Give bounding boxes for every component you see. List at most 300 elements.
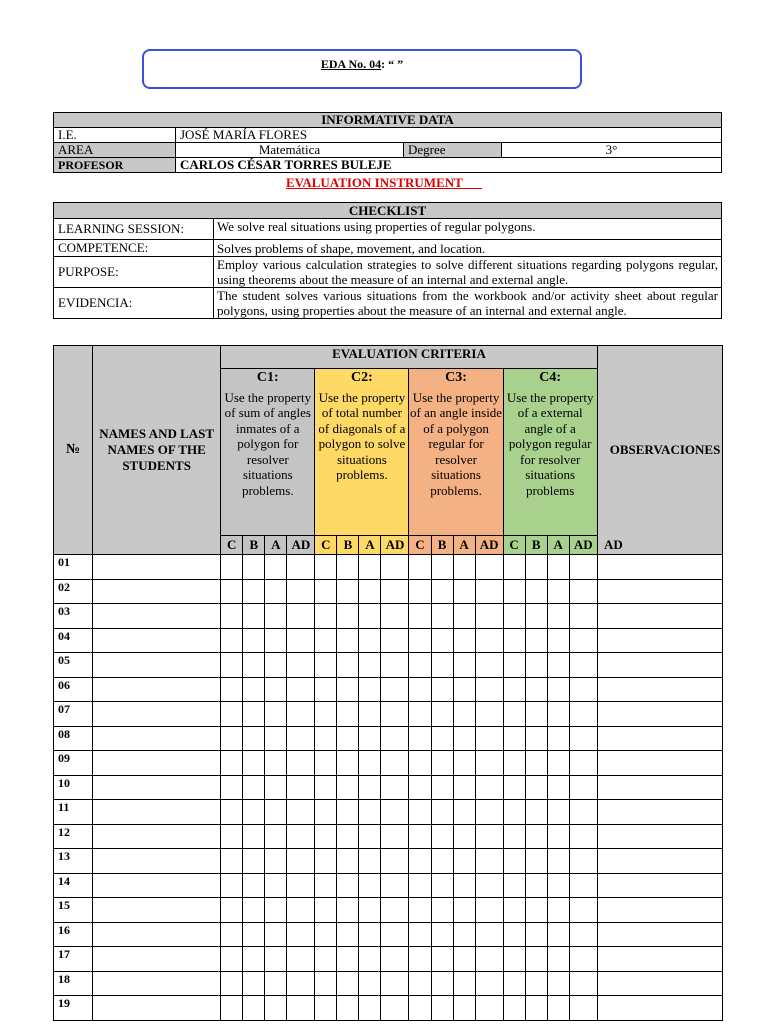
grade-cell[interactable] — [287, 996, 315, 1021]
grade-cell[interactable] — [525, 873, 547, 898]
grade-cell[interactable] — [381, 604, 409, 629]
grade-cell[interactable] — [337, 947, 359, 972]
grade-cell[interactable] — [265, 579, 287, 604]
grade-cell[interactable] — [221, 849, 243, 874]
grade-cell[interactable] — [243, 653, 265, 678]
grade-cell[interactable] — [409, 628, 431, 653]
grade-cell[interactable] — [475, 849, 503, 874]
grade-cell[interactable] — [221, 775, 243, 800]
grade-cell[interactable] — [431, 824, 453, 849]
grade-cell[interactable] — [265, 947, 287, 972]
grade-cell[interactable] — [503, 579, 525, 604]
grade-cell[interactable] — [547, 971, 569, 996]
grade-cell[interactable] — [221, 677, 243, 702]
grade-cell[interactable] — [265, 653, 287, 678]
grade-cell[interactable] — [359, 726, 381, 751]
grade-cell[interactable] — [409, 824, 431, 849]
grade-cell[interactable] — [337, 922, 359, 947]
grade-cell[interactable] — [337, 800, 359, 825]
grade-cell[interactable] — [475, 971, 503, 996]
grade-cell[interactable] — [359, 898, 381, 923]
grade-cell[interactable] — [243, 873, 265, 898]
grade-cell[interactable] — [315, 947, 337, 972]
observation-cell[interactable] — [597, 628, 722, 653]
grade-cell[interactable] — [359, 922, 381, 947]
grade-cell[interactable] — [287, 824, 315, 849]
grade-cell[interactable] — [381, 824, 409, 849]
grade-cell[interactable] — [547, 653, 569, 678]
grade-cell[interactable] — [453, 873, 475, 898]
grade-cell[interactable] — [381, 947, 409, 972]
grade-cell[interactable] — [381, 677, 409, 702]
grade-cell[interactable] — [569, 579, 597, 604]
grade-cell[interactable] — [221, 824, 243, 849]
grade-cell[interactable] — [315, 800, 337, 825]
grade-cell[interactable] — [381, 775, 409, 800]
grade-cell[interactable] — [287, 702, 315, 727]
grade-cell[interactable] — [475, 996, 503, 1021]
grade-cell[interactable] — [287, 898, 315, 923]
observation-cell[interactable] — [597, 971, 722, 996]
student-name-cell[interactable] — [93, 579, 221, 604]
grade-cell[interactable] — [409, 726, 431, 751]
grade-cell[interactable] — [547, 751, 569, 776]
grade-cell[interactable] — [265, 922, 287, 947]
observation-cell[interactable] — [597, 873, 722, 898]
grade-cell[interactable] — [525, 898, 547, 923]
grade-cell[interactable] — [315, 555, 337, 580]
grade-cell[interactable] — [409, 604, 431, 629]
grade-cell[interactable] — [287, 800, 315, 825]
grade-cell[interactable] — [337, 604, 359, 629]
grade-cell[interactable] — [337, 898, 359, 923]
grade-cell[interactable] — [525, 775, 547, 800]
grade-cell[interactable] — [243, 996, 265, 1021]
grade-cell[interactable] — [337, 849, 359, 874]
grade-cell[interactable] — [287, 677, 315, 702]
grade-cell[interactable] — [453, 604, 475, 629]
grade-cell[interactable] — [475, 873, 503, 898]
student-name-cell[interactable] — [93, 677, 221, 702]
grade-cell[interactable] — [431, 775, 453, 800]
grade-cell[interactable] — [503, 824, 525, 849]
grade-cell[interactable] — [265, 555, 287, 580]
grade-cell[interactable] — [337, 751, 359, 776]
grade-cell[interactable] — [569, 824, 597, 849]
grade-cell[interactable] — [503, 702, 525, 727]
grade-cell[interactable] — [569, 677, 597, 702]
grade-cell[interactable] — [547, 579, 569, 604]
grade-cell[interactable] — [525, 996, 547, 1021]
grade-cell[interactable] — [409, 873, 431, 898]
grade-cell[interactable] — [243, 726, 265, 751]
student-name-cell[interactable] — [93, 996, 221, 1021]
grade-cell[interactable] — [475, 824, 503, 849]
grade-cell[interactable] — [265, 849, 287, 874]
grade-cell[interactable] — [287, 751, 315, 776]
grade-cell[interactable] — [547, 996, 569, 1021]
grade-cell[interactable] — [503, 873, 525, 898]
grade-cell[interactable] — [431, 800, 453, 825]
grade-cell[interactable] — [503, 800, 525, 825]
grade-cell[interactable] — [287, 653, 315, 678]
grade-cell[interactable] — [315, 628, 337, 653]
grade-cell[interactable] — [503, 775, 525, 800]
grade-cell[interactable] — [265, 628, 287, 653]
grade-cell[interactable] — [243, 775, 265, 800]
grade-cell[interactable] — [265, 775, 287, 800]
grade-cell[interactable] — [569, 947, 597, 972]
grade-cell[interactable] — [569, 726, 597, 751]
grade-cell[interactable] — [547, 898, 569, 923]
grade-cell[interactable] — [315, 996, 337, 1021]
grade-cell[interactable] — [409, 702, 431, 727]
grade-cell[interactable] — [409, 800, 431, 825]
grade-cell[interactable] — [315, 824, 337, 849]
grade-cell[interactable] — [243, 849, 265, 874]
grade-cell[interactable] — [287, 775, 315, 800]
grade-cell[interactable] — [475, 922, 503, 947]
observation-cell[interactable] — [597, 849, 722, 874]
observation-cell[interactable] — [597, 824, 722, 849]
grade-cell[interactable] — [315, 971, 337, 996]
grade-cell[interactable] — [221, 653, 243, 678]
grade-cell[interactable] — [525, 751, 547, 776]
grade-cell[interactable] — [243, 922, 265, 947]
student-name-cell[interactable] — [93, 604, 221, 629]
grade-cell[interactable] — [315, 677, 337, 702]
grade-cell[interactable] — [569, 996, 597, 1021]
grade-cell[interactable] — [547, 555, 569, 580]
grade-cell[interactable] — [221, 604, 243, 629]
observation-cell[interactable] — [597, 702, 722, 727]
grade-cell[interactable] — [359, 579, 381, 604]
grade-cell[interactable] — [381, 849, 409, 874]
grade-cell[interactable] — [221, 555, 243, 580]
student-name-cell[interactable] — [93, 800, 221, 825]
student-name-cell[interactable] — [93, 873, 221, 898]
observation-cell[interactable] — [597, 922, 722, 947]
grade-cell[interactable] — [431, 873, 453, 898]
grade-cell[interactable] — [359, 628, 381, 653]
grade-cell[interactable] — [287, 849, 315, 874]
grade-cell[interactable] — [337, 555, 359, 580]
grade-cell[interactable] — [569, 555, 597, 580]
grade-cell[interactable] — [503, 604, 525, 629]
student-name-cell[interactable] — [93, 971, 221, 996]
grade-cell[interactable] — [381, 873, 409, 898]
grade-cell[interactable] — [475, 555, 503, 580]
grade-cell[interactable] — [409, 555, 431, 580]
grade-cell[interactable] — [359, 775, 381, 800]
grade-cell[interactable] — [475, 947, 503, 972]
grade-cell[interactable] — [359, 677, 381, 702]
grade-cell[interactable] — [359, 996, 381, 1021]
grade-cell[interactable] — [431, 628, 453, 653]
grade-cell[interactable] — [503, 653, 525, 678]
grade-cell[interactable] — [453, 849, 475, 874]
grade-cell[interactable] — [525, 653, 547, 678]
grade-cell[interactable] — [265, 898, 287, 923]
observation-cell[interactable] — [597, 653, 722, 678]
grade-cell[interactable] — [409, 751, 431, 776]
observation-cell[interactable] — [597, 800, 722, 825]
observation-cell[interactable] — [597, 947, 722, 972]
grade-cell[interactable] — [547, 604, 569, 629]
grade-cell[interactable] — [359, 849, 381, 874]
grade-cell[interactable] — [431, 922, 453, 947]
observation-cell[interactable] — [597, 751, 722, 776]
grade-cell[interactable] — [525, 702, 547, 727]
grade-cell[interactable] — [453, 653, 475, 678]
grade-cell[interactable] — [431, 579, 453, 604]
grade-cell[interactable] — [381, 579, 409, 604]
grade-cell[interactable] — [475, 653, 503, 678]
grade-cell[interactable] — [525, 922, 547, 947]
grade-cell[interactable] — [359, 971, 381, 996]
grade-cell[interactable] — [503, 996, 525, 1021]
student-name-cell[interactable] — [93, 702, 221, 727]
grade-cell[interactable] — [475, 775, 503, 800]
grade-cell[interactable] — [547, 873, 569, 898]
grade-cell[interactable] — [503, 628, 525, 653]
grade-cell[interactable] — [453, 947, 475, 972]
grade-cell[interactable] — [409, 653, 431, 678]
grade-cell[interactable] — [453, 824, 475, 849]
grade-cell[interactable] — [431, 604, 453, 629]
grade-cell[interactable] — [409, 849, 431, 874]
grade-cell[interactable] — [547, 775, 569, 800]
grade-cell[interactable] — [431, 898, 453, 923]
grade-cell[interactable] — [359, 947, 381, 972]
grade-cell[interactable] — [265, 751, 287, 776]
student-name-cell[interactable] — [93, 726, 221, 751]
grade-cell[interactable] — [431, 947, 453, 972]
grade-cell[interactable] — [359, 653, 381, 678]
observation-cell[interactable] — [597, 677, 722, 702]
student-name-cell[interactable] — [93, 824, 221, 849]
grade-cell[interactable] — [359, 824, 381, 849]
grade-cell[interactable] — [475, 677, 503, 702]
grade-cell[interactable] — [243, 800, 265, 825]
grade-cell[interactable] — [431, 726, 453, 751]
grade-cell[interactable] — [287, 604, 315, 629]
grade-cell[interactable] — [359, 751, 381, 776]
grade-cell[interactable] — [453, 898, 475, 923]
grade-cell[interactable] — [569, 751, 597, 776]
grade-cell[interactable] — [243, 751, 265, 776]
grade-cell[interactable] — [221, 996, 243, 1021]
student-name-cell[interactable] — [93, 628, 221, 653]
grade-cell[interactable] — [503, 677, 525, 702]
observation-cell[interactable] — [597, 775, 722, 800]
grade-cell[interactable] — [525, 628, 547, 653]
grade-cell[interactable] — [359, 800, 381, 825]
observation-cell[interactable] — [597, 604, 722, 629]
grade-cell[interactable] — [221, 922, 243, 947]
grade-cell[interactable] — [453, 726, 475, 751]
grade-cell[interactable] — [431, 751, 453, 776]
grade-cell[interactable] — [315, 898, 337, 923]
grade-cell[interactable] — [265, 996, 287, 1021]
grade-cell[interactable] — [525, 579, 547, 604]
grade-cell[interactable] — [359, 702, 381, 727]
student-name-cell[interactable] — [93, 849, 221, 874]
grade-cell[interactable] — [287, 922, 315, 947]
grade-cell[interactable] — [569, 775, 597, 800]
grade-cell[interactable] — [453, 775, 475, 800]
grade-cell[interactable] — [569, 604, 597, 629]
grade-cell[interactable] — [315, 922, 337, 947]
grade-cell[interactable] — [287, 726, 315, 751]
grade-cell[interactable] — [431, 702, 453, 727]
grade-cell[interactable] — [475, 579, 503, 604]
grade-cell[interactable] — [265, 971, 287, 996]
grade-cell[interactable] — [503, 555, 525, 580]
grade-cell[interactable] — [547, 677, 569, 702]
grade-cell[interactable] — [381, 922, 409, 947]
grade-cell[interactable] — [409, 947, 431, 972]
grade-cell[interactable] — [243, 555, 265, 580]
grade-cell[interactable] — [453, 579, 475, 604]
grade-cell[interactable] — [221, 873, 243, 898]
grade-cell[interactable] — [475, 702, 503, 727]
grade-cell[interactable] — [547, 726, 569, 751]
grade-cell[interactable] — [453, 628, 475, 653]
student-name-cell[interactable] — [93, 653, 221, 678]
grade-cell[interactable] — [569, 702, 597, 727]
grade-cell[interactable] — [265, 824, 287, 849]
grade-cell[interactable] — [221, 751, 243, 776]
grade-cell[interactable] — [243, 947, 265, 972]
grade-cell[interactable] — [315, 849, 337, 874]
grade-cell[interactable] — [409, 996, 431, 1021]
grade-cell[interactable] — [569, 873, 597, 898]
grade-cell[interactable] — [503, 726, 525, 751]
grade-cell[interactable] — [475, 898, 503, 923]
grade-cell[interactable] — [337, 726, 359, 751]
grade-cell[interactable] — [431, 555, 453, 580]
grade-cell[interactable] — [569, 800, 597, 825]
grade-cell[interactable] — [265, 873, 287, 898]
grade-cell[interactable] — [265, 702, 287, 727]
grade-cell[interactable] — [315, 702, 337, 727]
student-name-cell[interactable] — [93, 555, 221, 580]
observation-cell[interactable] — [597, 898, 722, 923]
grade-cell[interactable] — [381, 702, 409, 727]
grade-cell[interactable] — [453, 702, 475, 727]
grade-cell[interactable] — [381, 800, 409, 825]
grade-cell[interactable] — [381, 653, 409, 678]
grade-cell[interactable] — [503, 947, 525, 972]
student-name-cell[interactable] — [93, 947, 221, 972]
grade-cell[interactable] — [359, 555, 381, 580]
grade-cell[interactable] — [547, 628, 569, 653]
grade-cell[interactable] — [315, 579, 337, 604]
grade-cell[interactable] — [525, 604, 547, 629]
grade-cell[interactable] — [409, 971, 431, 996]
grade-cell[interactable] — [221, 579, 243, 604]
grade-cell[interactable] — [547, 702, 569, 727]
grade-cell[interactable] — [337, 579, 359, 604]
grade-cell[interactable] — [453, 751, 475, 776]
grade-cell[interactable] — [337, 775, 359, 800]
grade-cell[interactable] — [221, 726, 243, 751]
grade-cell[interactable] — [381, 751, 409, 776]
grade-cell[interactable] — [243, 604, 265, 629]
grade-cell[interactable] — [315, 653, 337, 678]
grade-cell[interactable] — [503, 898, 525, 923]
grade-cell[interactable] — [221, 800, 243, 825]
grade-cell[interactable] — [337, 677, 359, 702]
grade-cell[interactable] — [503, 751, 525, 776]
grade-cell[interactable] — [221, 628, 243, 653]
grade-cell[interactable] — [453, 800, 475, 825]
grade-cell[interactable] — [525, 849, 547, 874]
grade-cell[interactable] — [315, 726, 337, 751]
grade-cell[interactable] — [569, 971, 597, 996]
grade-cell[interactable] — [475, 751, 503, 776]
grade-cell[interactable] — [265, 726, 287, 751]
grade-cell[interactable] — [287, 947, 315, 972]
grade-cell[interactable] — [265, 604, 287, 629]
grade-cell[interactable] — [337, 702, 359, 727]
grade-cell[interactable] — [359, 604, 381, 629]
grade-cell[interactable] — [547, 824, 569, 849]
grade-cell[interactable] — [569, 653, 597, 678]
grade-cell[interactable] — [221, 898, 243, 923]
grade-cell[interactable] — [221, 971, 243, 996]
grade-cell[interactable] — [381, 996, 409, 1021]
grade-cell[interactable] — [453, 555, 475, 580]
grade-cell[interactable] — [409, 898, 431, 923]
grade-cell[interactable] — [243, 971, 265, 996]
grade-cell[interactable] — [431, 849, 453, 874]
grade-cell[interactable] — [503, 922, 525, 947]
student-name-cell[interactable] — [93, 898, 221, 923]
grade-cell[interactable] — [475, 604, 503, 629]
observation-cell[interactable] — [597, 555, 722, 580]
grade-cell[interactable] — [315, 873, 337, 898]
grade-cell[interactable] — [265, 677, 287, 702]
grade-cell[interactable] — [431, 677, 453, 702]
grade-cell[interactable] — [525, 555, 547, 580]
grade-cell[interactable] — [525, 677, 547, 702]
grade-cell[interactable] — [381, 726, 409, 751]
grade-cell[interactable] — [381, 898, 409, 923]
grade-cell[interactable] — [525, 824, 547, 849]
grade-cell[interactable] — [287, 628, 315, 653]
grade-cell[interactable] — [359, 873, 381, 898]
student-name-cell[interactable] — [93, 751, 221, 776]
grade-cell[interactable] — [569, 849, 597, 874]
grade-cell[interactable] — [525, 726, 547, 751]
grade-cell[interactable] — [337, 824, 359, 849]
grade-cell[interactable] — [287, 555, 315, 580]
grade-cell[interactable] — [453, 996, 475, 1021]
grade-cell[interactable] — [547, 849, 569, 874]
grade-cell[interactable] — [547, 922, 569, 947]
grade-cell[interactable] — [453, 971, 475, 996]
grade-cell[interactable] — [453, 677, 475, 702]
grade-cell[interactable] — [243, 898, 265, 923]
grade-cell[interactable] — [525, 947, 547, 972]
grade-cell[interactable] — [337, 628, 359, 653]
grade-cell[interactable] — [243, 579, 265, 604]
grade-cell[interactable] — [503, 849, 525, 874]
grade-cell[interactable] — [337, 653, 359, 678]
observation-cell[interactable] — [597, 996, 722, 1021]
